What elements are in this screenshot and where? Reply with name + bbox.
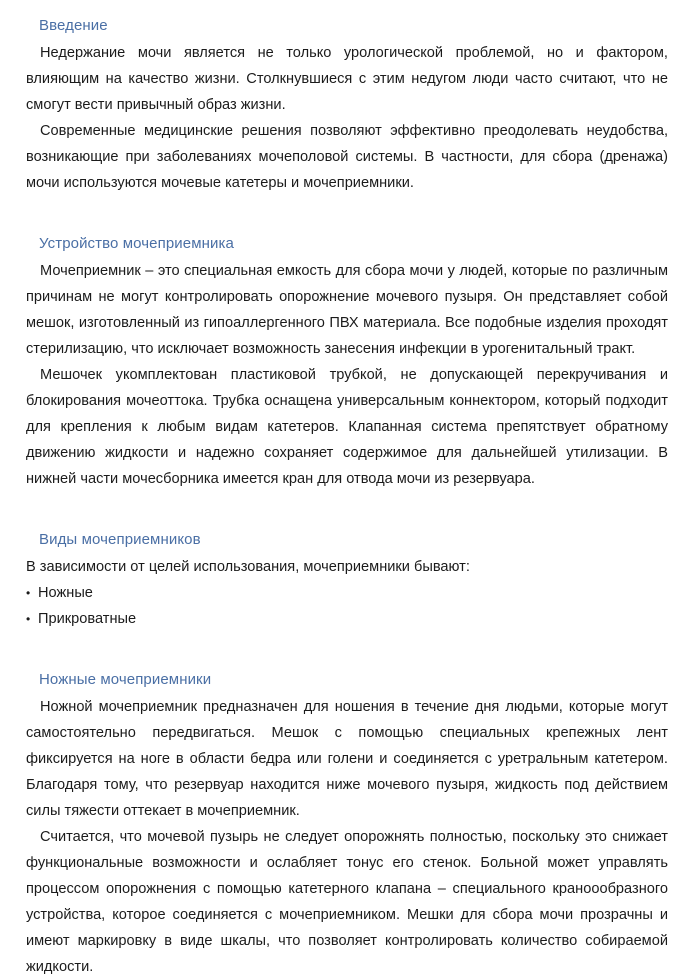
list-item-label: Прикроватные — [38, 611, 137, 627]
section-types — [26, 528, 668, 632]
section-heading-device: Устройство мочеприемника — [39, 235, 234, 252]
section-heading-introduction: Введение — [39, 17, 108, 34]
bullet-icon: • — [26, 586, 31, 600]
section-leg-bags — [26, 668, 668, 980]
paragraph: Современные медицинские решения позволяют эффективно преодолевать неудобства, возникающие при заболеваниях мочеполовой системы. В частности, для сбора (дренажа) мочи используются мочевые катетеры и мочеприемники. — [26, 123, 668, 191]
list-item-label: Ножные — [38, 585, 93, 601]
section-device — [26, 232, 668, 492]
paragraph: Ножной мочеприемник предназначен для ношения в течение дня людьми, которые могут самостоятельно передвигаться. Мешок с помощью специальных крепежных лент фиксируется на ноге в области бедра или голени и соединяется с уретральным катетером. Благодаря тому, что резервуар находится ниже мочевого пузыря, жидкость под действием силы тяжести оттекает в мочеприемник. — [26, 699, 668, 819]
section-introduction — [26, 14, 668, 196]
types-intro-text: В зависимости от целей использования, мочеприемники бывают: — [26, 559, 470, 575]
paragraph: Считается, что мочевой пузырь не следует опорожнять полностью, поскольку это снижает функциональные возможности и ослабляет тонус его стенок. Больной может управлять процессом опорожнения с помощью катетерного клапана – специального краноообразного устройства, которое соединяется с мочеприемником. Мешки для сбора мочи прозрачны и имеют маркировку в виде шкалы, что позволяет контролировать количество собираемой жидкости. — [26, 829, 668, 975]
section-heading-leg-bags: Ножные мочеприемники — [39, 671, 212, 688]
document-content — [26, 14, 668, 980]
list-item — [26, 580, 668, 606]
types-bullet-list — [26, 580, 668, 632]
section-heading-types: Виды мочеприемников — [39, 531, 201, 548]
bullet-icon: • — [26, 612, 31, 626]
list-item — [26, 606, 668, 632]
paragraph: Мешочек укомплектован пластиковой трубкой, не допускающей перекручивания и блокирования мочеоттока. Трубка оснащена универсальным коннектором, который подходит для крепления к любым видам катетеров. Клапанная система препятствует обратному движению жидкости и надежно сохраняет содержимое для дальнейшей утилизации. В нижней части мочесборника имеется кран для отвода мочи из резервуара. — [26, 367, 668, 487]
paragraph: Мочеприемник – это специальная емкость для сбора мочи у людей, которые по различным причинам не могут контролировать опорожнение мочевого пузыря. Он представляет собой мешок, изготовленный из гипоаллергенного ПВХ материала. Все подобные изделия проходят стерилизацию, что исключает возможность занесения инфекции в урогенитальный тракт. — [26, 263, 668, 357]
paragraph: Недержание мочи является не только урологической проблемой, но и фактором, влияющим на качество жизни. Столкнувшиеся с этим недугом люди часто считают, что не смогут вести привычный образ жизни. — [26, 45, 668, 113]
